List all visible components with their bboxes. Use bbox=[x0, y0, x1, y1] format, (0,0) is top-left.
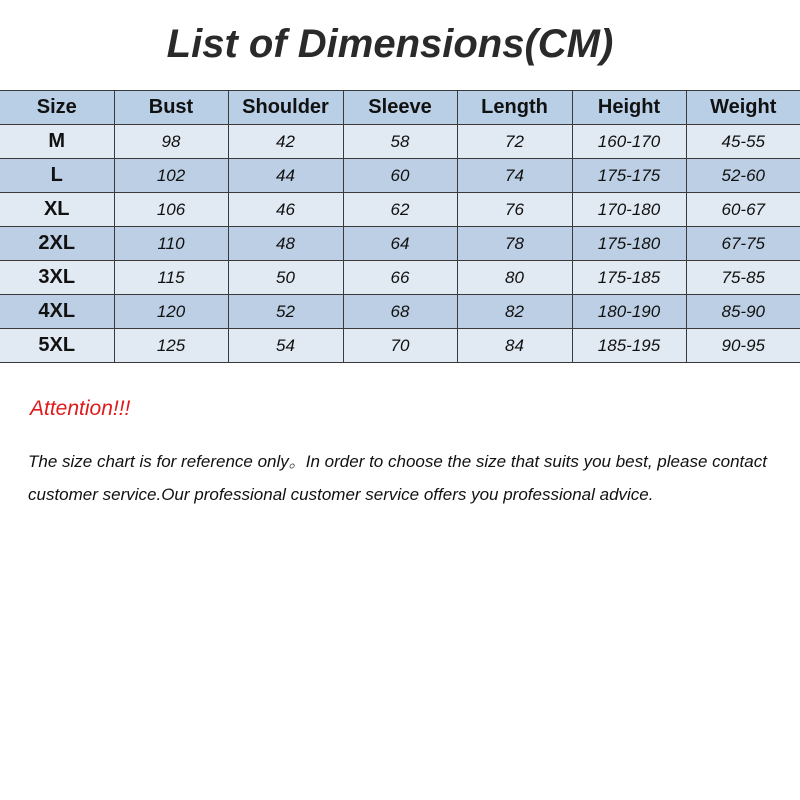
cell-shoulder: 46 bbox=[228, 193, 343, 227]
cell-weight: 85-90 bbox=[686, 295, 800, 329]
cell-length: 72 bbox=[457, 125, 572, 159]
cell-sleeve: 64 bbox=[343, 227, 457, 261]
table-row bbox=[0, 159, 800, 193]
cell-shoulder: 50 bbox=[228, 261, 343, 295]
attention-heading: Attention!!! bbox=[30, 397, 131, 420]
cell-height: 170-180 bbox=[572, 193, 686, 227]
table-row bbox=[0, 125, 800, 159]
table-row bbox=[0, 295, 800, 329]
cell-weight: 52-60 bbox=[686, 159, 800, 193]
cell-height: 185-195 bbox=[572, 329, 686, 363]
cell-height: 175-180 bbox=[572, 227, 686, 261]
table-row bbox=[0, 261, 800, 295]
header-length: Length bbox=[457, 91, 572, 125]
cell-length: 82 bbox=[457, 295, 572, 329]
page-title: List of Dimensions(CM) bbox=[166, 22, 614, 66]
cell-weight: 45-55 bbox=[686, 125, 800, 159]
header-height: Height bbox=[572, 91, 686, 125]
cell-size: L bbox=[0, 159, 114, 193]
header-shoulder: Shoulder bbox=[228, 91, 343, 125]
cell-height: 175-175 bbox=[572, 159, 686, 193]
cell-size: 2XL bbox=[0, 227, 114, 261]
cell-weight: 90-95 bbox=[686, 329, 800, 363]
cell-shoulder: 42 bbox=[228, 125, 343, 159]
cell-sleeve: 62 bbox=[343, 193, 457, 227]
table-header-row bbox=[0, 91, 800, 125]
cell-sleeve: 60 bbox=[343, 159, 457, 193]
cell-bust: 106 bbox=[114, 193, 228, 227]
size-table bbox=[0, 90, 800, 363]
cell-sleeve: 66 bbox=[343, 261, 457, 295]
cell-size: 3XL bbox=[0, 261, 114, 295]
cell-shoulder: 52 bbox=[228, 295, 343, 329]
cell-size: XL bbox=[0, 193, 114, 227]
cell-weight: 75-85 bbox=[686, 261, 800, 295]
table-row bbox=[0, 193, 800, 227]
header-weight: Weight bbox=[686, 91, 800, 125]
cell-shoulder: 44 bbox=[228, 159, 343, 193]
cell-size: 4XL bbox=[0, 295, 114, 329]
cell-bust: 110 bbox=[114, 227, 228, 261]
header-size: Size bbox=[0, 91, 114, 125]
cell-length: 78 bbox=[457, 227, 572, 261]
cell-sleeve: 70 bbox=[343, 329, 457, 363]
table-row bbox=[0, 329, 800, 363]
cell-height: 180-190 bbox=[572, 295, 686, 329]
cell-shoulder: 54 bbox=[228, 329, 343, 363]
cell-weight: 67-75 bbox=[686, 227, 800, 261]
table-row bbox=[0, 227, 800, 261]
cell-height: 175-185 bbox=[572, 261, 686, 295]
cell-bust: 125 bbox=[114, 329, 228, 363]
size-note: The size chart is for reference only。In order to choose the size that suits you best, please contact customer service.Our professional customer service offers you professional advice. bbox=[28, 452, 767, 504]
cell-sleeve: 58 bbox=[343, 125, 457, 159]
cell-sleeve: 68 bbox=[343, 295, 457, 329]
cell-size: M bbox=[0, 125, 114, 159]
cell-bust: 120 bbox=[114, 295, 228, 329]
cell-weight: 60-67 bbox=[686, 193, 800, 227]
cell-length: 80 bbox=[457, 261, 572, 295]
cell-length: 76 bbox=[457, 193, 572, 227]
cell-shoulder: 48 bbox=[228, 227, 343, 261]
cell-size: 5XL bbox=[0, 329, 114, 363]
cell-bust: 102 bbox=[114, 159, 228, 193]
cell-bust: 98 bbox=[114, 125, 228, 159]
header-sleeve: Sleeve bbox=[343, 91, 457, 125]
cell-bust: 115 bbox=[114, 261, 228, 295]
cell-height: 160-170 bbox=[572, 125, 686, 159]
cell-length: 84 bbox=[457, 329, 572, 363]
header-bust: Bust bbox=[114, 91, 228, 125]
cell-length: 74 bbox=[457, 159, 572, 193]
